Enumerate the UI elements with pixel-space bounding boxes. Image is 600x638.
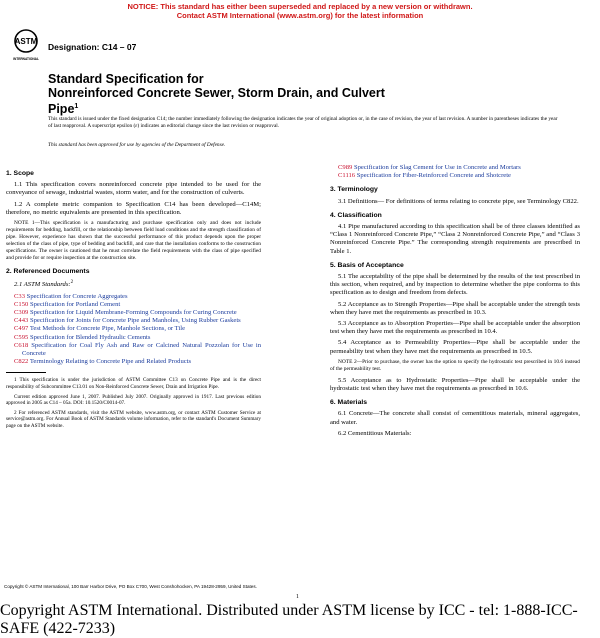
- materials-heading: 6. Materials: [330, 399, 368, 407]
- paragraph-1-1: 1.1 This specification covers nonreinforced concrete pipe intended to be used for the conveyance of sewage, industrial wastes, storm water, and for the construction of culverts.: [6, 181, 261, 197]
- reference-title-link[interactable]: Specification for Coal Fly Ash and Raw or Calcined Natural Pozzolan for Use in Concrete: [22, 341, 262, 358]
- paragraph-3-1: 3.1 Definitions— For definitions of terms relating to concrete pipe, see Terminology C822.: [338, 197, 579, 205]
- license-line: Copyright ASTM International. Distributed under ASTM license by ICC - tel: 1-888-ICC-SAFE (422-7233): [0, 602, 578, 637]
- designation: Designation: C14 – 07: [48, 42, 137, 52]
- reference-title-link[interactable]: Test Methods for Concrete Pipe, Manhole Sections, or Tile: [29, 325, 186, 333]
- reference-list-continued: [330, 164, 580, 180]
- paragraph-5-4: 5.4 Acceptance as to Permeability Properties—Pipe shall be acceptable under the permeability test when they have met the requirements as prescribed in 10.5.: [330, 339, 580, 355]
- copyright-line: Copyright © ASTM International, 100 Barr Harbor Drive, PO Box C700, West Conshohocken, PA 19428-2959, United States.: [4, 584, 257, 589]
- paragraph-5-5: 5.5 Acceptance as to Hydrostatic Properties—Pipe shall be acceptable under the hydrostatic test when they have met the requirements as prescribed in 10.6.: [330, 376, 580, 393]
- approval-note: This standard has been approved for use by agencies of the Department of Defense.: [48, 142, 226, 148]
- document-title: [48, 72, 388, 116]
- reference-code-link[interactable]: C822: [14, 358, 29, 366]
- reference-item: [338, 172, 580, 180]
- standard-note: This standard is issued under the fixed designation C14; the number immediately following the designation indicates the year of original adoption or, in the case of revision, the year of last revision. A number in parentheses indicates the year of last reapproval. A superscript epsilon (ε) indicates an editorial change since the last revision or reapproval.: [48, 116, 558, 129]
- note-1: NOTE 1—This specification is a manufacturing and purchase specification only and does not include requirements for bedding, backfill, or the relationship between field load conditions and the strength classification of pipe. However, experience has shown that the successful performance of this product depends upon the proper selection of the class of pipe, type of bedding and backfill, and care that the installation conforms to the construction specifications. The owner is cautioned that he must correlate the field requirements with the class of pipe specified and provide for or require inspection at the construction site.: [6, 220, 261, 262]
- reference-title-link[interactable]: Specification for Portland Cement: [29, 300, 121, 308]
- paragraph-6-1: 6.1 Concrete—The concrete shall consist of cementitious materials, mineral aggregates, and water.: [330, 410, 580, 426]
- reference-code-link[interactable]: C497: [14, 325, 29, 333]
- page-number: 1: [296, 594, 299, 600]
- note-2: NOTE 2—Prior to purchase, the owner has the option to specify the hydrostatic test prescribed in 10.6 instead of the permeability test.: [330, 358, 580, 372]
- right-column: [330, 164, 580, 441]
- reference-item: [14, 317, 261, 325]
- astm-logo: [12, 28, 40, 62]
- reference-title-link[interactable]: Specification for Liquid Membrane-Forming Compounds for Curing Concrete: [29, 309, 237, 317]
- paragraph-5-1: 5.1 The acceptability of the pipe shall be determined by the results of the test prescribed in this section, when required, and by inspection to determine whether the pipe conforms to this specification as to design and freedom from defects.: [330, 273, 580, 297]
- footnote-1: 1 This specification is under the jurisdiction of ASTM Committee C13 on Concrete Pipe and is the direct responsibility of Subcommittee C13.01 on Non-Reinforced Concrete Sewer, Drain and Irrigation Pipe.: [6, 377, 261, 391]
- reference-item: [14, 325, 261, 333]
- reference-list: [6, 293, 261, 367]
- footnote-rule: [6, 372, 46, 373]
- terminology-heading: 3. Terminology: [330, 186, 378, 194]
- reference-code-link[interactable]: C989: [338, 164, 353, 171]
- reference-code-link[interactable]: C150: [14, 300, 29, 308]
- paragraph-5-3: 5.3 Acceptance as to Absorption Properties—Pipe shall be acceptable under the absorption test when they have met the requirements as prescribed in 10.4.: [330, 320, 580, 336]
- reference-item: [14, 309, 261, 317]
- footnote-1-edition: Current edition approved June 1, 2007. Published July 2007. Originally approved in 1917. Last previous edition approved in 2005 as C14 – 05a. DOI: 10.1520/C0014-07.: [6, 393, 261, 407]
- scope-heading: 1. Scope: [6, 170, 34, 177]
- reference-item: [14, 358, 261, 366]
- title-line-2: Nonreinforced Concrete Sewer, Storm Drain, and Culvert: [48, 86, 385, 100]
- reference-title-link[interactable]: Specification for Fiber-Reinforced Concrete and Shotcrete: [356, 172, 511, 180]
- reference-code-link[interactable]: C443: [14, 317, 29, 325]
- notice-line-2: Contact ASTM International (www.astm.org) for the latest information: [176, 11, 424, 20]
- reference-code-link[interactable]: C33: [14, 292, 25, 300]
- reference-title-link[interactable]: Specification for Blended Hydraulic Cements: [29, 333, 151, 341]
- title-footnote-mark: 1: [74, 103, 79, 110]
- footnote-2: 2 For referenced ASTM standards, visit the ASTM website, www.astm.org, or contact ASTM Customer Service at service@astm.org. For Annual Book of ASTM Standards volume information, refer to the standard's Document Summary page on the ASTM website.: [6, 409, 261, 429]
- paragraph-1-2: 1.2 A complete metric companion to Specification C14 has been developed—C14M; therefore, no metric equivalents are presented in this specification.: [6, 200, 261, 216]
- reference-code-link[interactable]: C309: [14, 309, 29, 317]
- reference-title-link[interactable]: Specification for Joints for Concrete Pipe and Manholes, Using Rubber Gaskets: [29, 317, 241, 325]
- notice-line-1: NOTICE: This standard has either been superseded and replaced by a new version or withdrawn.: [127, 2, 473, 11]
- title-line-3: Pipe: [48, 102, 75, 117]
- reference-item: [14, 301, 261, 309]
- reference-item: [14, 334, 261, 342]
- reference-code-link[interactable]: C1116: [338, 172, 356, 180]
- reference-item: [338, 164, 580, 172]
- reference-item: [14, 342, 261, 358]
- supersede-notice: [0, 2, 600, 20]
- reference-title-link[interactable]: Specification for Concrete Aggregates: [26, 292, 128, 300]
- reference-title-link[interactable]: Specification for Slag Cement for Use in Concrete and Mortars: [353, 164, 521, 171]
- reference-code-link[interactable]: C595: [14, 333, 29, 341]
- paragraph-6-2: 6.2 Cementitious Materials:: [338, 429, 412, 437]
- svg-text:INTERNATIONAL: INTERNATIONAL: [13, 57, 39, 61]
- astm-standards-label: 2.1 ASTM Standards:: [14, 281, 71, 289]
- reference-title-link[interactable]: Terminology Relating to Concrete Pipe and Related Products: [29, 358, 192, 366]
- reference-item: [14, 293, 261, 301]
- reference-code-link[interactable]: C618: [14, 341, 29, 349]
- footnote-2-mark: 2: [70, 280, 74, 286]
- paragraph-5-2: 5.2 Acceptance as to Strength Properties—Pipe shall be acceptable under the strength tests when they have met the requirements as prescribed in 10.3.: [330, 300, 580, 316]
- svg-text:ASTM: ASTM: [14, 37, 38, 46]
- basis-of-acceptance-heading: 5. Basis of Acceptance: [330, 261, 404, 269]
- classification-heading: 4. Classification: [330, 211, 382, 219]
- referenced-documents-heading: 2. Referenced Documents: [6, 268, 90, 276]
- left-column: [6, 164, 261, 433]
- paragraph-4-1: 4.1 Pipe manufactured according to this specification shall be of three classes identified as “Class 1 Nonreinforced Concrete Pipe,” “Class 2 Nonreinforced Concrete Pipe,” and “Class 3 Nonreinforced Concrete Pipe.” The corresponding strength requirements are prescribed in Table 1.: [330, 223, 580, 255]
- title-line-1: Standard Specification for: [48, 72, 204, 86]
